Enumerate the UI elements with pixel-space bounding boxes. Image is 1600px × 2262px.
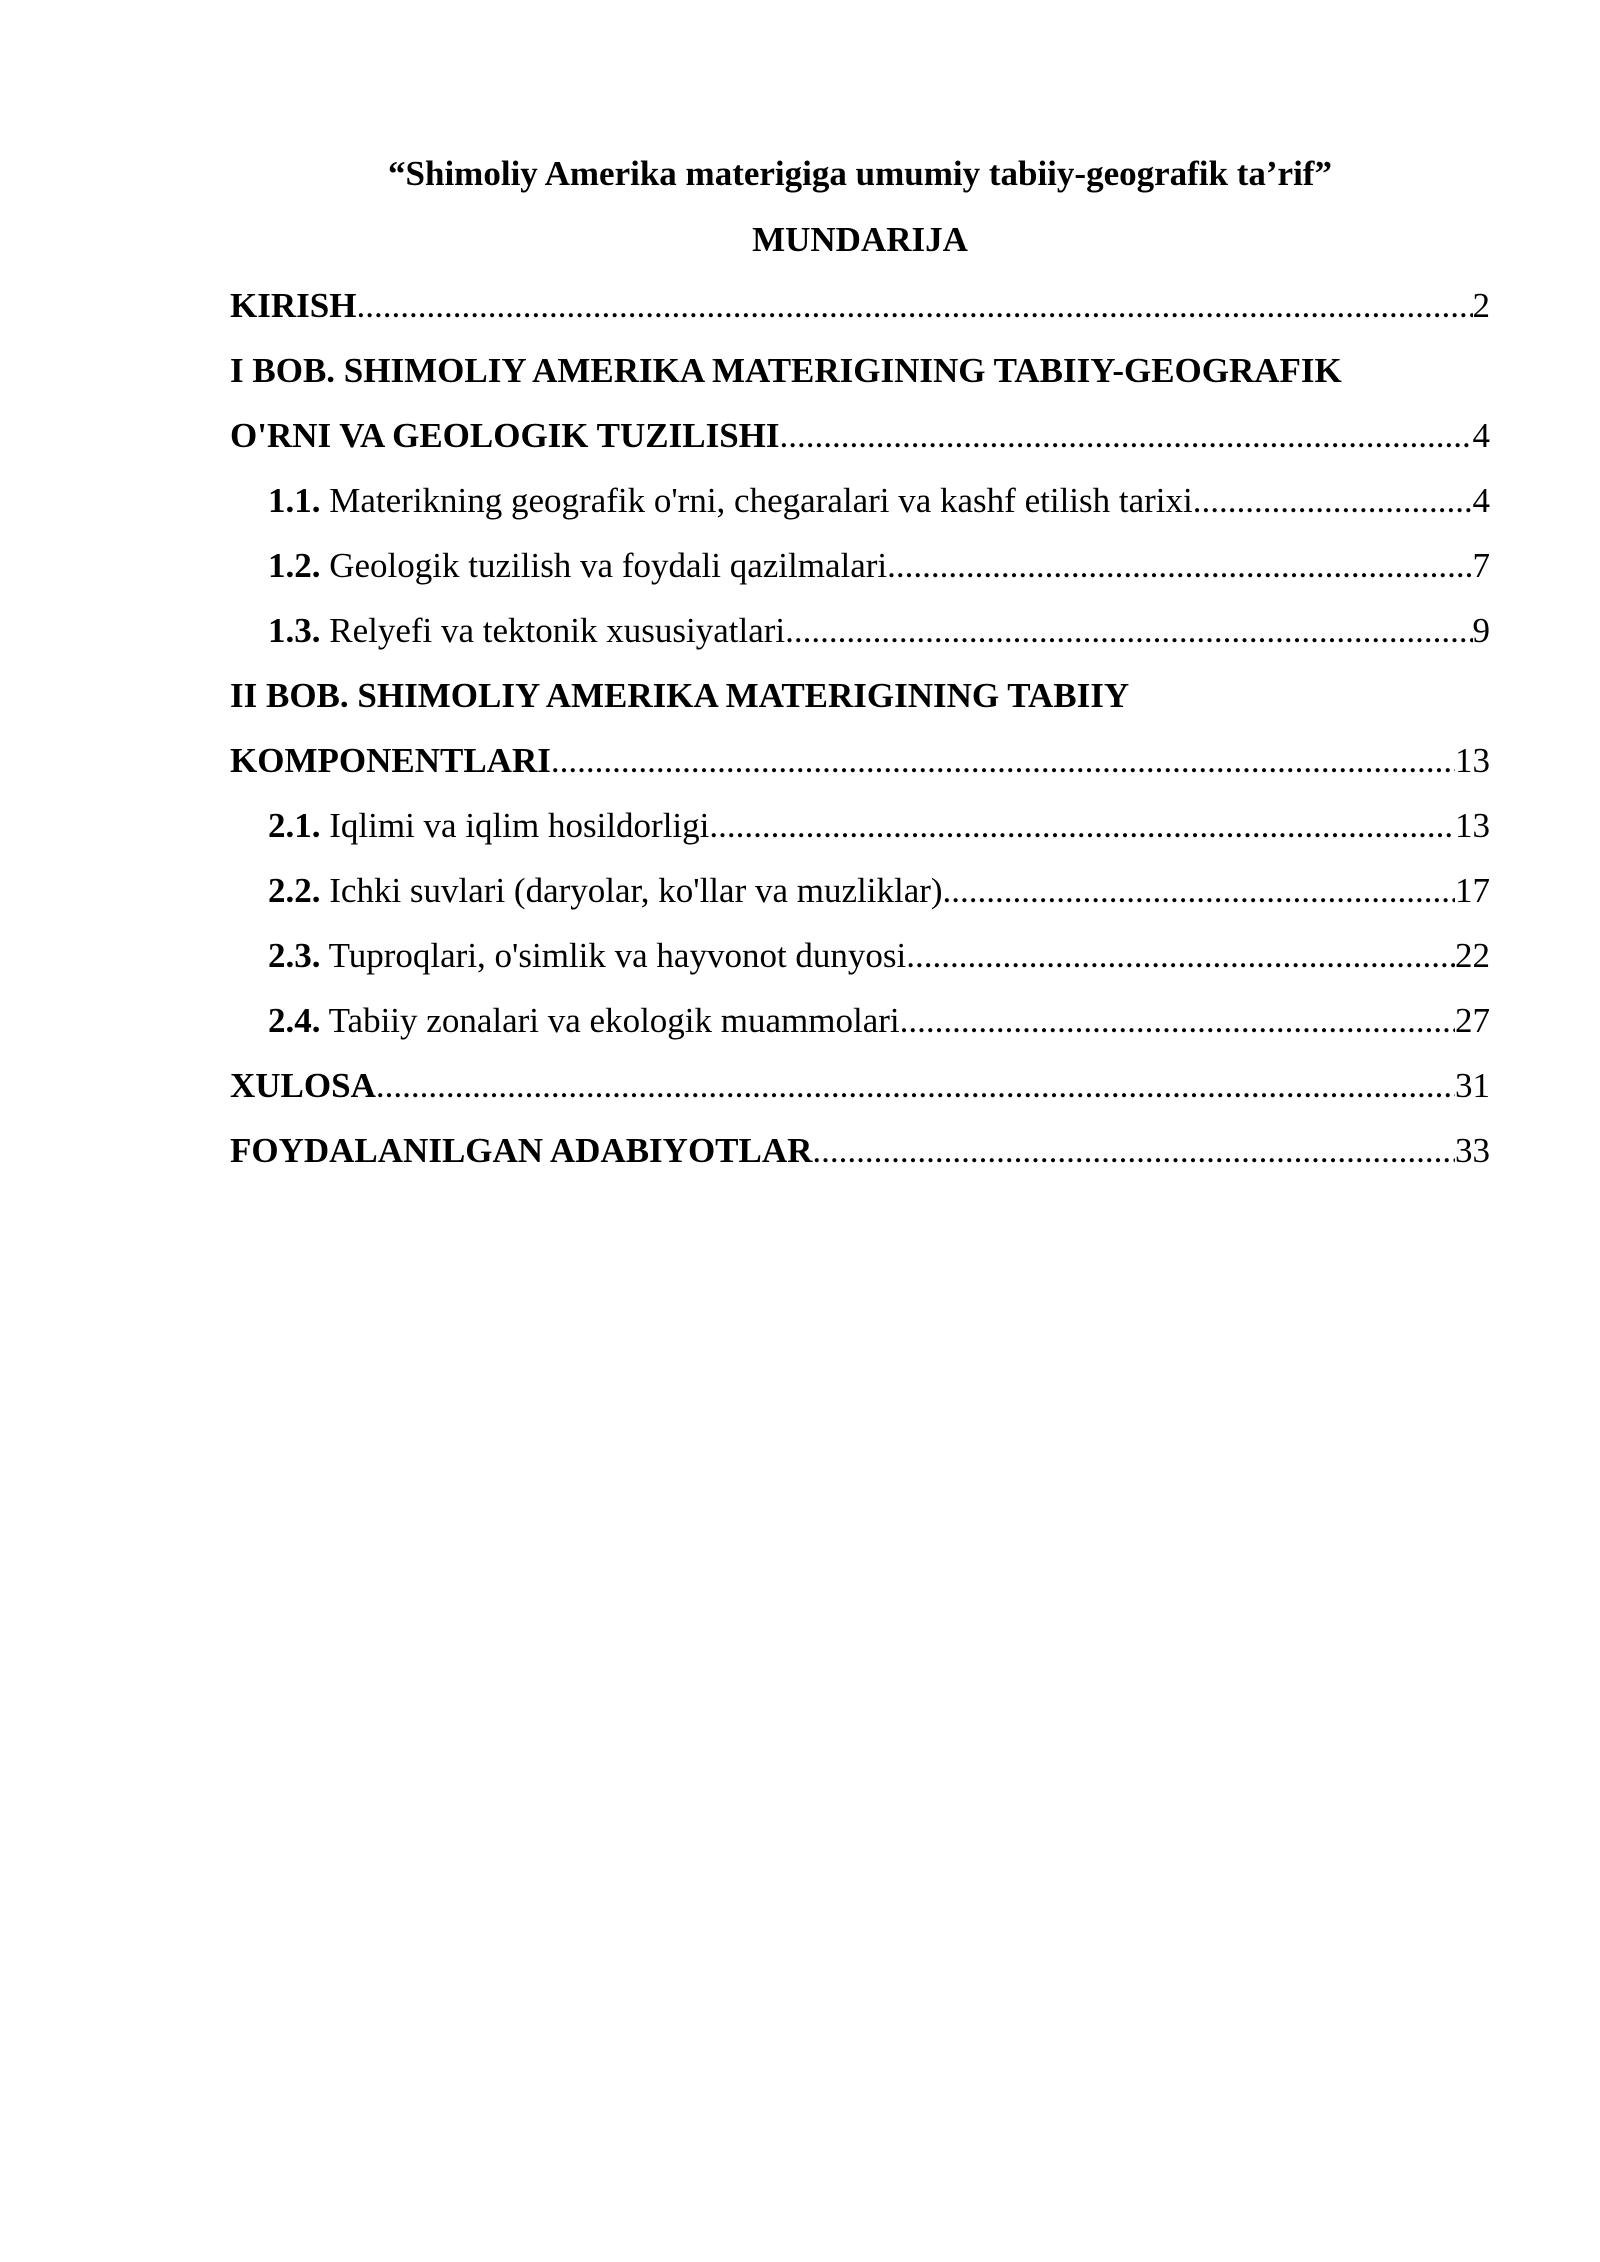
toc-entry-label: O'RNI VA GEOLOGIK TUZILISHI xyxy=(230,416,780,455)
toc-entry-label: I BOB. SHIMOLIY AMERIKA MATERIGINING TABIIY-GEOGRAFIK xyxy=(230,351,1342,390)
toc-section-1-3 xyxy=(230,605,1490,670)
toc-page-number: 9 xyxy=(1472,611,1490,650)
toc-page-number: 4 xyxy=(1472,481,1490,520)
section-number: 2.3. xyxy=(268,936,321,975)
section-number: 1.1. xyxy=(268,481,321,520)
toc-page-number: 22 xyxy=(1455,936,1490,975)
section-number: 1.2. xyxy=(268,546,321,585)
dot-leader xyxy=(906,930,1455,982)
section-number: 2.1. xyxy=(268,806,321,845)
toc-entry-label xyxy=(268,475,1193,527)
dot-leader xyxy=(900,995,1455,1047)
toc-page-number: 31 xyxy=(1455,1066,1490,1105)
dot-leader xyxy=(812,1125,1455,1177)
toc-section-1-1 xyxy=(230,475,1490,540)
toc-entry-label: KOMPONENTLARI xyxy=(230,741,551,780)
dot-leader xyxy=(1193,475,1473,527)
toc-chapter-2-line-2 xyxy=(230,735,1490,800)
toc-entry-label xyxy=(268,995,900,1047)
toc-entry-xulosa xyxy=(230,1060,1490,1125)
toc-entry-label: II BOB. SHIMOLIY AMERIKA MATERIGINING TABIIY xyxy=(230,676,1130,715)
section-number: 2.2. xyxy=(268,871,321,910)
section-title: Relyefi va tektonik xususiyatlari xyxy=(320,611,786,650)
section-title: Tabiiy zonalari va ekologik muammolari xyxy=(320,1001,900,1040)
toc-section-2-1 xyxy=(230,800,1490,865)
toc-entry-label: FOYDALANILGAN ADABIYOTLAR xyxy=(230,1131,813,1170)
section-title: Materikning geografik o'rni, chegaralari va kashf etilish tarixi xyxy=(320,481,1193,520)
toc-page-number: 27 xyxy=(1455,1001,1490,1040)
toc-section-2-4 xyxy=(230,995,1490,1060)
toc-entry-label xyxy=(268,930,906,982)
section-number: 2.4. xyxy=(268,1001,321,1040)
toc-section-2-2 xyxy=(230,865,1490,930)
toc-entry-label xyxy=(268,540,887,592)
toc-page-number: 13 xyxy=(1455,806,1490,845)
toc-entry-kirish xyxy=(230,280,1490,345)
toc-heading: MUNDARIJA xyxy=(752,220,968,259)
toc-chapter-2-line-1 xyxy=(230,670,1490,735)
toc-entry-adabiyotlar xyxy=(230,1125,1490,1190)
section-title: Tuproqlari, o'simlik va hayvonot dunyosi xyxy=(320,936,907,975)
toc-entry-label xyxy=(268,605,785,657)
dot-leader xyxy=(551,735,1455,787)
document-title: “Shimoliy Amerika materigiga umumiy tabiiy-geografik ta’rif” xyxy=(388,154,1332,193)
section-number: 1.3. xyxy=(268,611,321,650)
toc-chapter-1-line-1 xyxy=(230,345,1490,410)
dot-leader xyxy=(887,540,1472,592)
section-title: Iqlimi va iqlim hosildorligi xyxy=(320,806,710,845)
table-of-contents xyxy=(230,280,1490,1190)
dot-leader xyxy=(376,1060,1455,1112)
dot-leader xyxy=(709,800,1455,852)
toc-page-number: 7 xyxy=(1472,546,1490,585)
toc-entry-label: KIRISH xyxy=(230,286,357,325)
toc-section-1-2 xyxy=(230,540,1490,605)
toc-page-number: 4 xyxy=(1472,416,1490,455)
section-title: Ichki suvlari (daryolar, ko'llar va muzliklar) xyxy=(320,871,943,910)
toc-page-number: 33 xyxy=(1455,1131,1490,1170)
dot-leader xyxy=(785,605,1472,657)
toc-entry-label xyxy=(268,800,709,852)
toc-entry-label: XULOSA xyxy=(230,1066,376,1105)
section-title: Geologik tuzilish va foydali qazilmalari xyxy=(320,546,888,585)
toc-section-2-3 xyxy=(230,930,1490,995)
toc-entry-label xyxy=(268,865,943,917)
dot-leader xyxy=(356,280,1472,332)
toc-page-number: 2 xyxy=(1472,286,1490,325)
toc-page-number: 17 xyxy=(1455,871,1490,910)
dot-leader xyxy=(780,410,1473,462)
dot-leader xyxy=(943,865,1455,917)
toc-chapter-1-line-2 xyxy=(230,410,1490,475)
toc-page-number: 13 xyxy=(1455,741,1490,780)
